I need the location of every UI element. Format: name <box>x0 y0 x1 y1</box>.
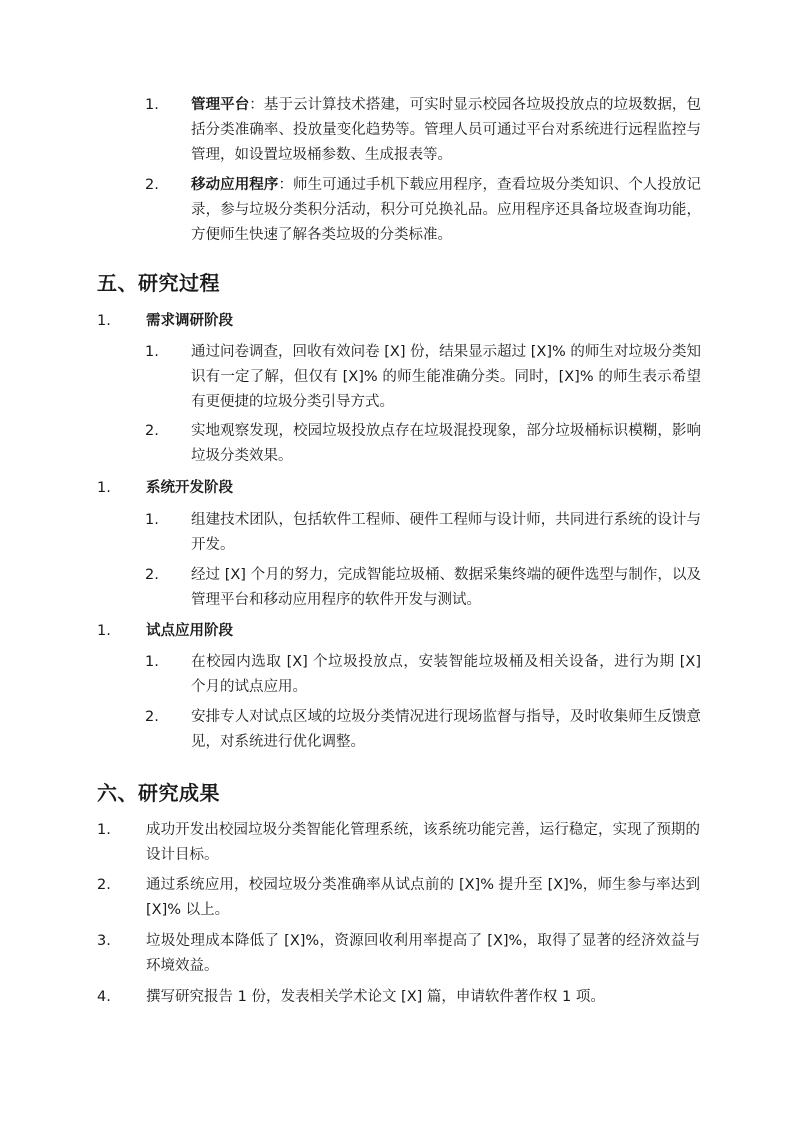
list-text: 组建技术团队，包括软件工程师、硬件工程师与设计师，共同进行系统的设计与开发。 <box>191 512 701 553</box>
list-number: 1. <box>97 822 111 838</box>
list-number: 1. <box>145 97 159 113</box>
list-text: 安排专人对试点区域的垃圾分类情况进行现场监督与指导，及时收集师生反馈意见，对系统进行优化调整。 <box>191 709 701 750</box>
list-text <box>191 173 701 248</box>
list-term: 管理平台 <box>191 97 250 113</box>
list-text: 成功开发出校园垃圾分类智能化管理系统，该系统功能完善，运行稳定，实现了预期的设计目标。 <box>146 822 700 863</box>
list-number: 1. <box>145 512 159 528</box>
stage-number: 1. <box>97 313 111 329</box>
list-text: 通过问卷调查，回收有效问卷 [X] 份，结果显示超过 [X]% 的师生对垃圾分类知识有一定了解，但仅有 [X]% 的师生能准确分类。同时，[X]% 的师生表示希望有更便捷的垃圾分类引导方式。 <box>191 344 701 410</box>
list-description: ：师生可通过手机下载应用程序，查看垃圾分类知识、个人投放记录，参与垃圾分类积分活动，积分可兑换礼品。应用程序还具备垃圾查询功能，方便师生快速了解各类垃圾的分类标准。 <box>191 177 702 243</box>
list-text: 撰写研究报告 1 份，发表相关学术论文 [X] 篇，申请软件著作权 1 项。 <box>146 989 605 1005</box>
section-heading: 六、研究成果 <box>97 781 220 805</box>
stage-label: 系统开发阶段 <box>146 480 233 496</box>
list-number: 1. <box>145 344 159 360</box>
list-number: 1. <box>145 654 159 670</box>
list-number: 2. <box>97 877 111 893</box>
list-text <box>191 93 701 168</box>
list-term: 移动应用程序 <box>191 177 279 193</box>
list-number: 2. <box>145 709 159 725</box>
list-description: ：基于云计算技术搭建，可实时显示校园各垃圾投放点的垃圾数据，包括分类准确率、投放量变化趋势等。管理人员可通过平台对系统进行远程监控与管理，如设置垃圾桶参数、生成报表等。 <box>191 97 701 163</box>
list-number: 2. <box>145 177 159 193</box>
list-number: 2. <box>145 423 159 439</box>
list-text: 实地观察发现，校园垃圾投放点存在垃圾混投现象，部分垃圾桶标识模糊，影响垃圾分类效果。 <box>191 423 701 464</box>
list-text: 在校园内选取 [X] 个垃圾投放点，安装智能垃圾桶及相关设备，进行为期 [X] 个月的试点应用。 <box>191 654 701 695</box>
list-number: 3. <box>97 933 111 949</box>
list-number: 4. <box>97 989 111 1005</box>
list-text: 经过 [X] 个月的努力，完成智能垃圾桶、数据采集终端的硬件选型与制作，以及管理平台和移动应用程序的软件开发与测试。 <box>191 567 701 608</box>
stage-label: 需求调研阶段 <box>146 313 233 329</box>
list-text: 通过系统应用，校园垃圾分类准确率从试点前的 [X]% 提升至 [X]%，师生参与率达到 [X]% 以上。 <box>146 877 700 918</box>
stage-number: 1. <box>97 480 111 496</box>
stage-number: 1. <box>97 623 111 639</box>
stage-label: 试点应用阶段 <box>146 623 233 639</box>
list-text: 垃圾处理成本降低了 [X]%，资源回收利用率提高了 [X]%，取得了显著的经济效益与环境效益。 <box>146 933 700 974</box>
list-number: 2. <box>145 567 159 583</box>
section-heading: 五、研究过程 <box>97 271 220 295</box>
